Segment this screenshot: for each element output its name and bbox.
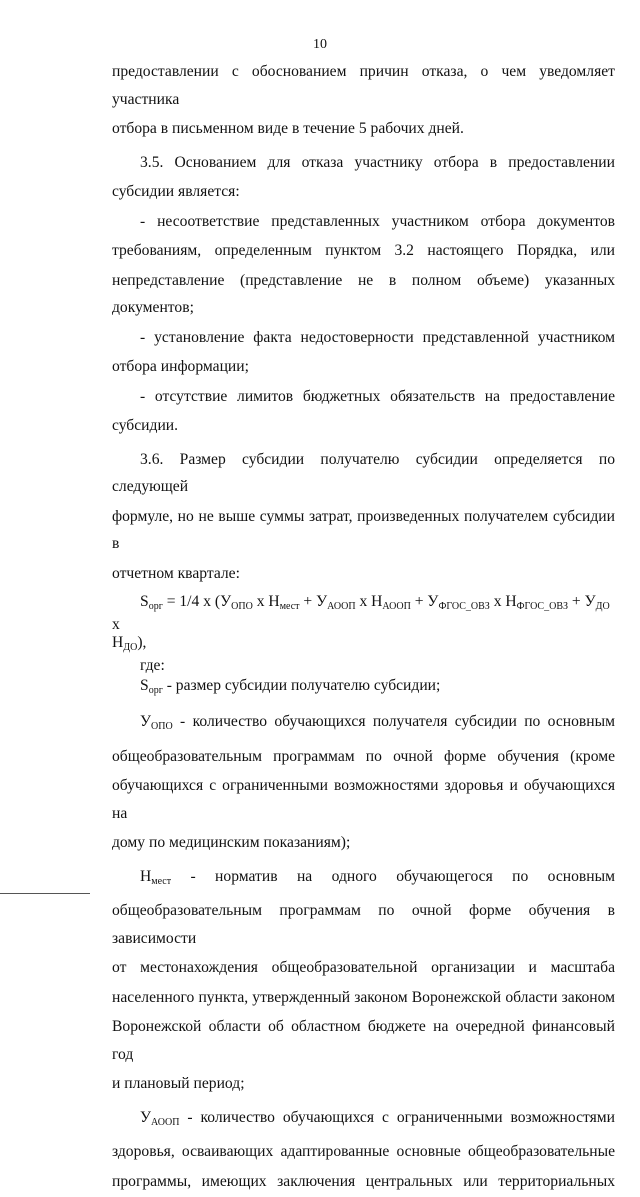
list-item-3-line-2: субсидии.: [112, 417, 179, 434]
definition-u-aoop-line-2: здоровья, осваивающих адаптированные основные общеобразовательные: [112, 1143, 615, 1160]
definition-s-org: $S_{орг}$ - размер субсидии получателю субсидии;: [140, 677, 441, 696]
definition-u-aoop-line-1: $У_{АООП}$ - количество обучающихся с ограниченными возможностями: [140, 1108, 615, 1128]
definition-n-mest-line-4: населенного пункта, утвержденный законом Воронежской области законом: [112, 988, 615, 1006]
clause-3-6-line-2: формуле, но не выше суммы затрат, произведенных получателем субсидии в: [112, 507, 615, 552]
list-item-1-line-3: непредставление (представление не в полном объеме) указанных документов;: [112, 271, 615, 316]
clause-3-6-line-1: 3.6. Размер субсидии получателю субсидии определяется по следующей: [112, 450, 615, 495]
definition-u-opo-line-2: общеобразовательным программам по очной форме обучения (кроме: [112, 747, 615, 765]
clause-3-5-line-2: субсидии является:: [112, 183, 240, 200]
clause-3-6-line-3: отчетном квартале:: [112, 564, 240, 582]
list-item-1-line-1: - несоответствие представленных участником отбора документов: [140, 212, 615, 230]
formula-line-1: $S_{орг} = 1/4$ x ($У_{ОПО}$ x $Н_{мест} + У_{АООП}$ x $Н_{АООП} + У_{ФГОС\_ОВЗ}$ x $Н_{ФГОС\_ОВЗ} + У_{ДО}$ x: [112, 593, 610, 633]
definition-u-opo-line-1: $У_{ОПО}$ - количество обучающихся получателя субсидии по основным: [140, 713, 615, 732]
definition-n-mest-line-5: Воронежской области об областном бюджете на очередной финансовый год: [112, 1018, 615, 1063]
document-body: [112, 58, 615, 1197]
footer-rule: [0, 893, 90, 894]
list-item-2-line-2: отбора информации;: [112, 358, 249, 375]
definition-n-mest-line-1: $Н_{мест}$ - норматив на одного обучающегося по основным: [140, 867, 615, 887]
list-item-3-line-1: - отсутствие лимитов бюджетных обязательств на предоставление: [140, 387, 615, 405]
definition-u-opo-line-3: обучающихся с ограниченными возможностями здоровья и обучающихся на: [112, 777, 615, 822]
definition-n-mest-line-3: от местонахождения общеобразовательной организации и масштаба: [112, 959, 615, 976]
clause-3-5-line-1: 3.5. Основанием для отказа участнику отбора в предоставлении: [140, 153, 615, 171]
definition-u-aoop-line-3: программы, имеющих заключения центральных или территориальных: [112, 1172, 615, 1190]
where-label: где:: [140, 657, 165, 674]
formula-line-2: $Н_{ДО}$),: [112, 634, 147, 653]
paragraph-continuation-line-1: предоставлении с обоснованием причин отказа, о чем уведомляет участника: [112, 63, 615, 108]
definition-n-mest-line-2: общеобразовательным программам по очной форме обучения в зависимости: [112, 902, 615, 947]
paragraph-continuation-line-2: отбора в письменном виде в течение 5 рабочих дней.: [112, 120, 464, 137]
definition-n-mest-line-6: и плановый период;: [112, 1075, 245, 1092]
page-number: 10: [313, 37, 327, 52]
list-item-2-line-1: - установление факта недостоверности представленной участником: [140, 328, 615, 346]
list-item-1-line-2: требованиям, определенным пунктом 3.2 настоящего Порядка, или: [112, 242, 615, 259]
subsidy-formula: [112, 593, 615, 657]
definition-u-opo-line-4: дому по медицинским показаниям);: [112, 834, 351, 851]
